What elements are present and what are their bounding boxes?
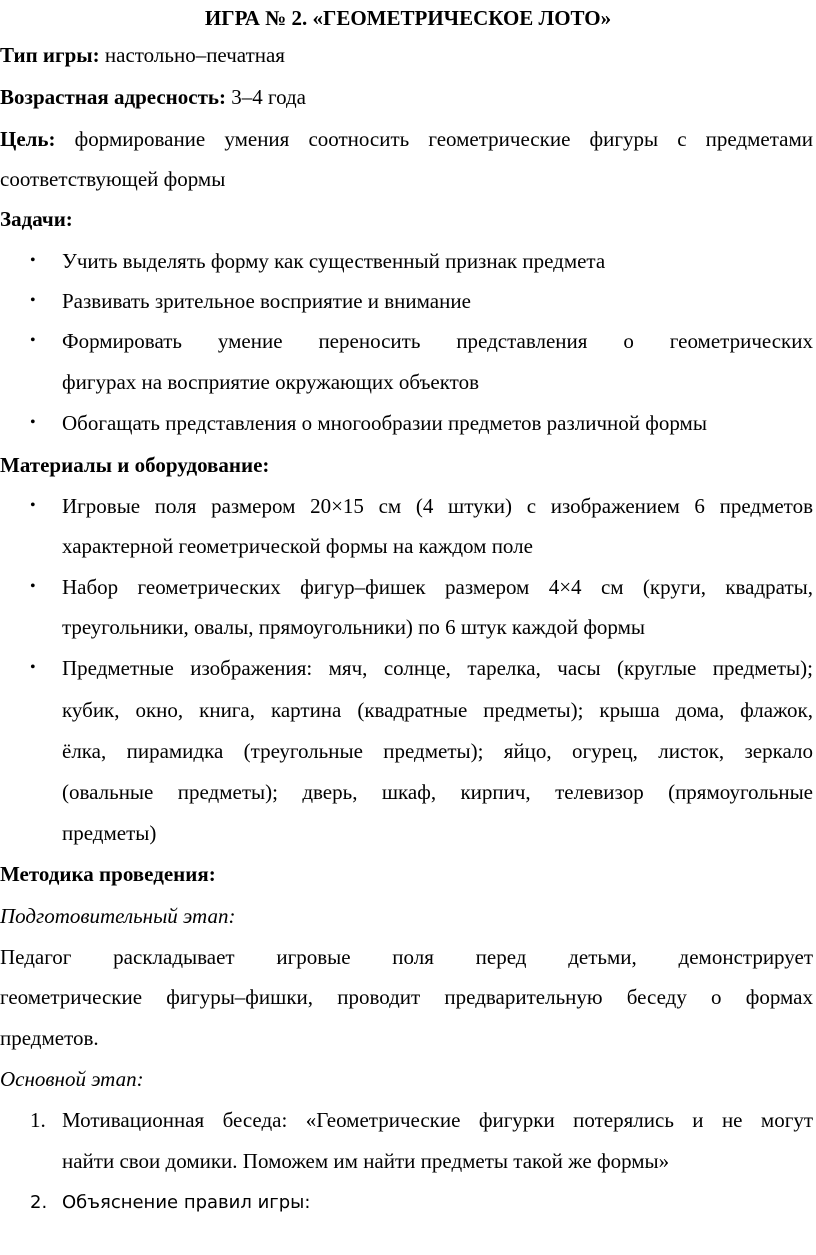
list-item: Игровые поля размером 20×15 см (4 штуки) с изображением 6 предметов xyxy=(62,494,813,518)
list-item-continuation: найти свои домики. Поможем им найти предметы такой же формы» xyxy=(62,1149,670,1173)
tasks-heading: Задачи: xyxy=(0,207,73,231)
bullet-icon: • xyxy=(30,292,36,309)
age-row xyxy=(0,84,306,110)
list-item: Учить выделять форму как существенный признак предмета xyxy=(62,249,606,273)
game-type-value: настольно–печатная xyxy=(104,43,285,67)
list-item: Предметные изображения: мяч, солнце, тарелка, часы (круглые предметы); xyxy=(62,656,813,680)
list-item: Набор геометрических фигур–фишек размером 4×4 см (круги, квадраты, xyxy=(62,575,813,599)
age-label: Возрастная адресность: xyxy=(0,85,227,109)
list-item: Формировать умение переносить представления о геометрических xyxy=(62,329,813,353)
list-item-continuation: фигурах на восприятие окружающих объектов xyxy=(62,370,479,394)
bullet-icon: • xyxy=(30,497,36,514)
bullet-icon: • xyxy=(30,414,36,431)
bullet-icon: • xyxy=(30,332,36,349)
paragraph-line: Педагог раскладывает игровые поля перед детьми, демонстрирует xyxy=(0,945,813,969)
bullet-icon: • xyxy=(30,659,36,676)
list-number: 1. xyxy=(30,1108,46,1132)
age-value: 3–4 года xyxy=(231,85,307,109)
list-item: Мотивационная беседа: «Геометрические фигурки потерялись и не могут xyxy=(62,1108,813,1132)
list-item-continuation: предметы) xyxy=(62,821,157,845)
list-item-continuation: ёлка, пирамидка (треугольные предметы); яйцо, огурец, листок, зеркало xyxy=(62,739,813,763)
goal-value-line2: соответствующей формы xyxy=(0,167,226,191)
goal-row xyxy=(0,126,813,152)
paragraph-line: геометрические фигуры–фишки, проводит предварительную беседу о формах xyxy=(0,985,813,1009)
bullet-icon: • xyxy=(30,252,36,269)
list-item-continuation: кубик, окно, книга, картина (квадратные предметы); крыша дома, флажок, xyxy=(62,698,813,722)
method-heading: Методика проведения: xyxy=(0,862,216,886)
list-item: Развивать зрительное восприятие и внимание xyxy=(62,289,471,313)
game-type-row xyxy=(0,42,285,68)
paragraph-line: предметов. xyxy=(0,1026,99,1050)
prep-stage-heading: Подготовительный этап: xyxy=(0,904,236,928)
list-item-continuation: треугольники, овалы, прямоугольники) по 6 штук каждой формы xyxy=(62,615,646,639)
main-stage-heading: Основной этап: xyxy=(0,1067,144,1091)
game-type-label: Тип игры: xyxy=(0,43,100,67)
page-title: ИГРА № 2. «ГЕОМЕТРИЧЕСКОЕ ЛОТО» xyxy=(204,6,612,30)
goal-value-line1: формирование умения соотносить геометрические фигуры с предметами xyxy=(74,127,813,151)
goal-label: Цель: xyxy=(0,127,56,151)
list-item-continuation: (овальные предметы); дверь, шкаф, кирпич, телевизор (прямоугольные xyxy=(62,780,813,804)
materials-heading: Материалы и оборудование: xyxy=(0,453,270,477)
list-number: 2. xyxy=(30,1192,48,1213)
list-item: Объяснение правил игры: xyxy=(62,1192,311,1213)
list-item-continuation: характерной геометрической формы на каждом поле xyxy=(62,534,533,558)
bullet-icon: • xyxy=(30,578,36,595)
list-item: Обогащать представления о многообразии предметов различной формы xyxy=(62,411,707,435)
